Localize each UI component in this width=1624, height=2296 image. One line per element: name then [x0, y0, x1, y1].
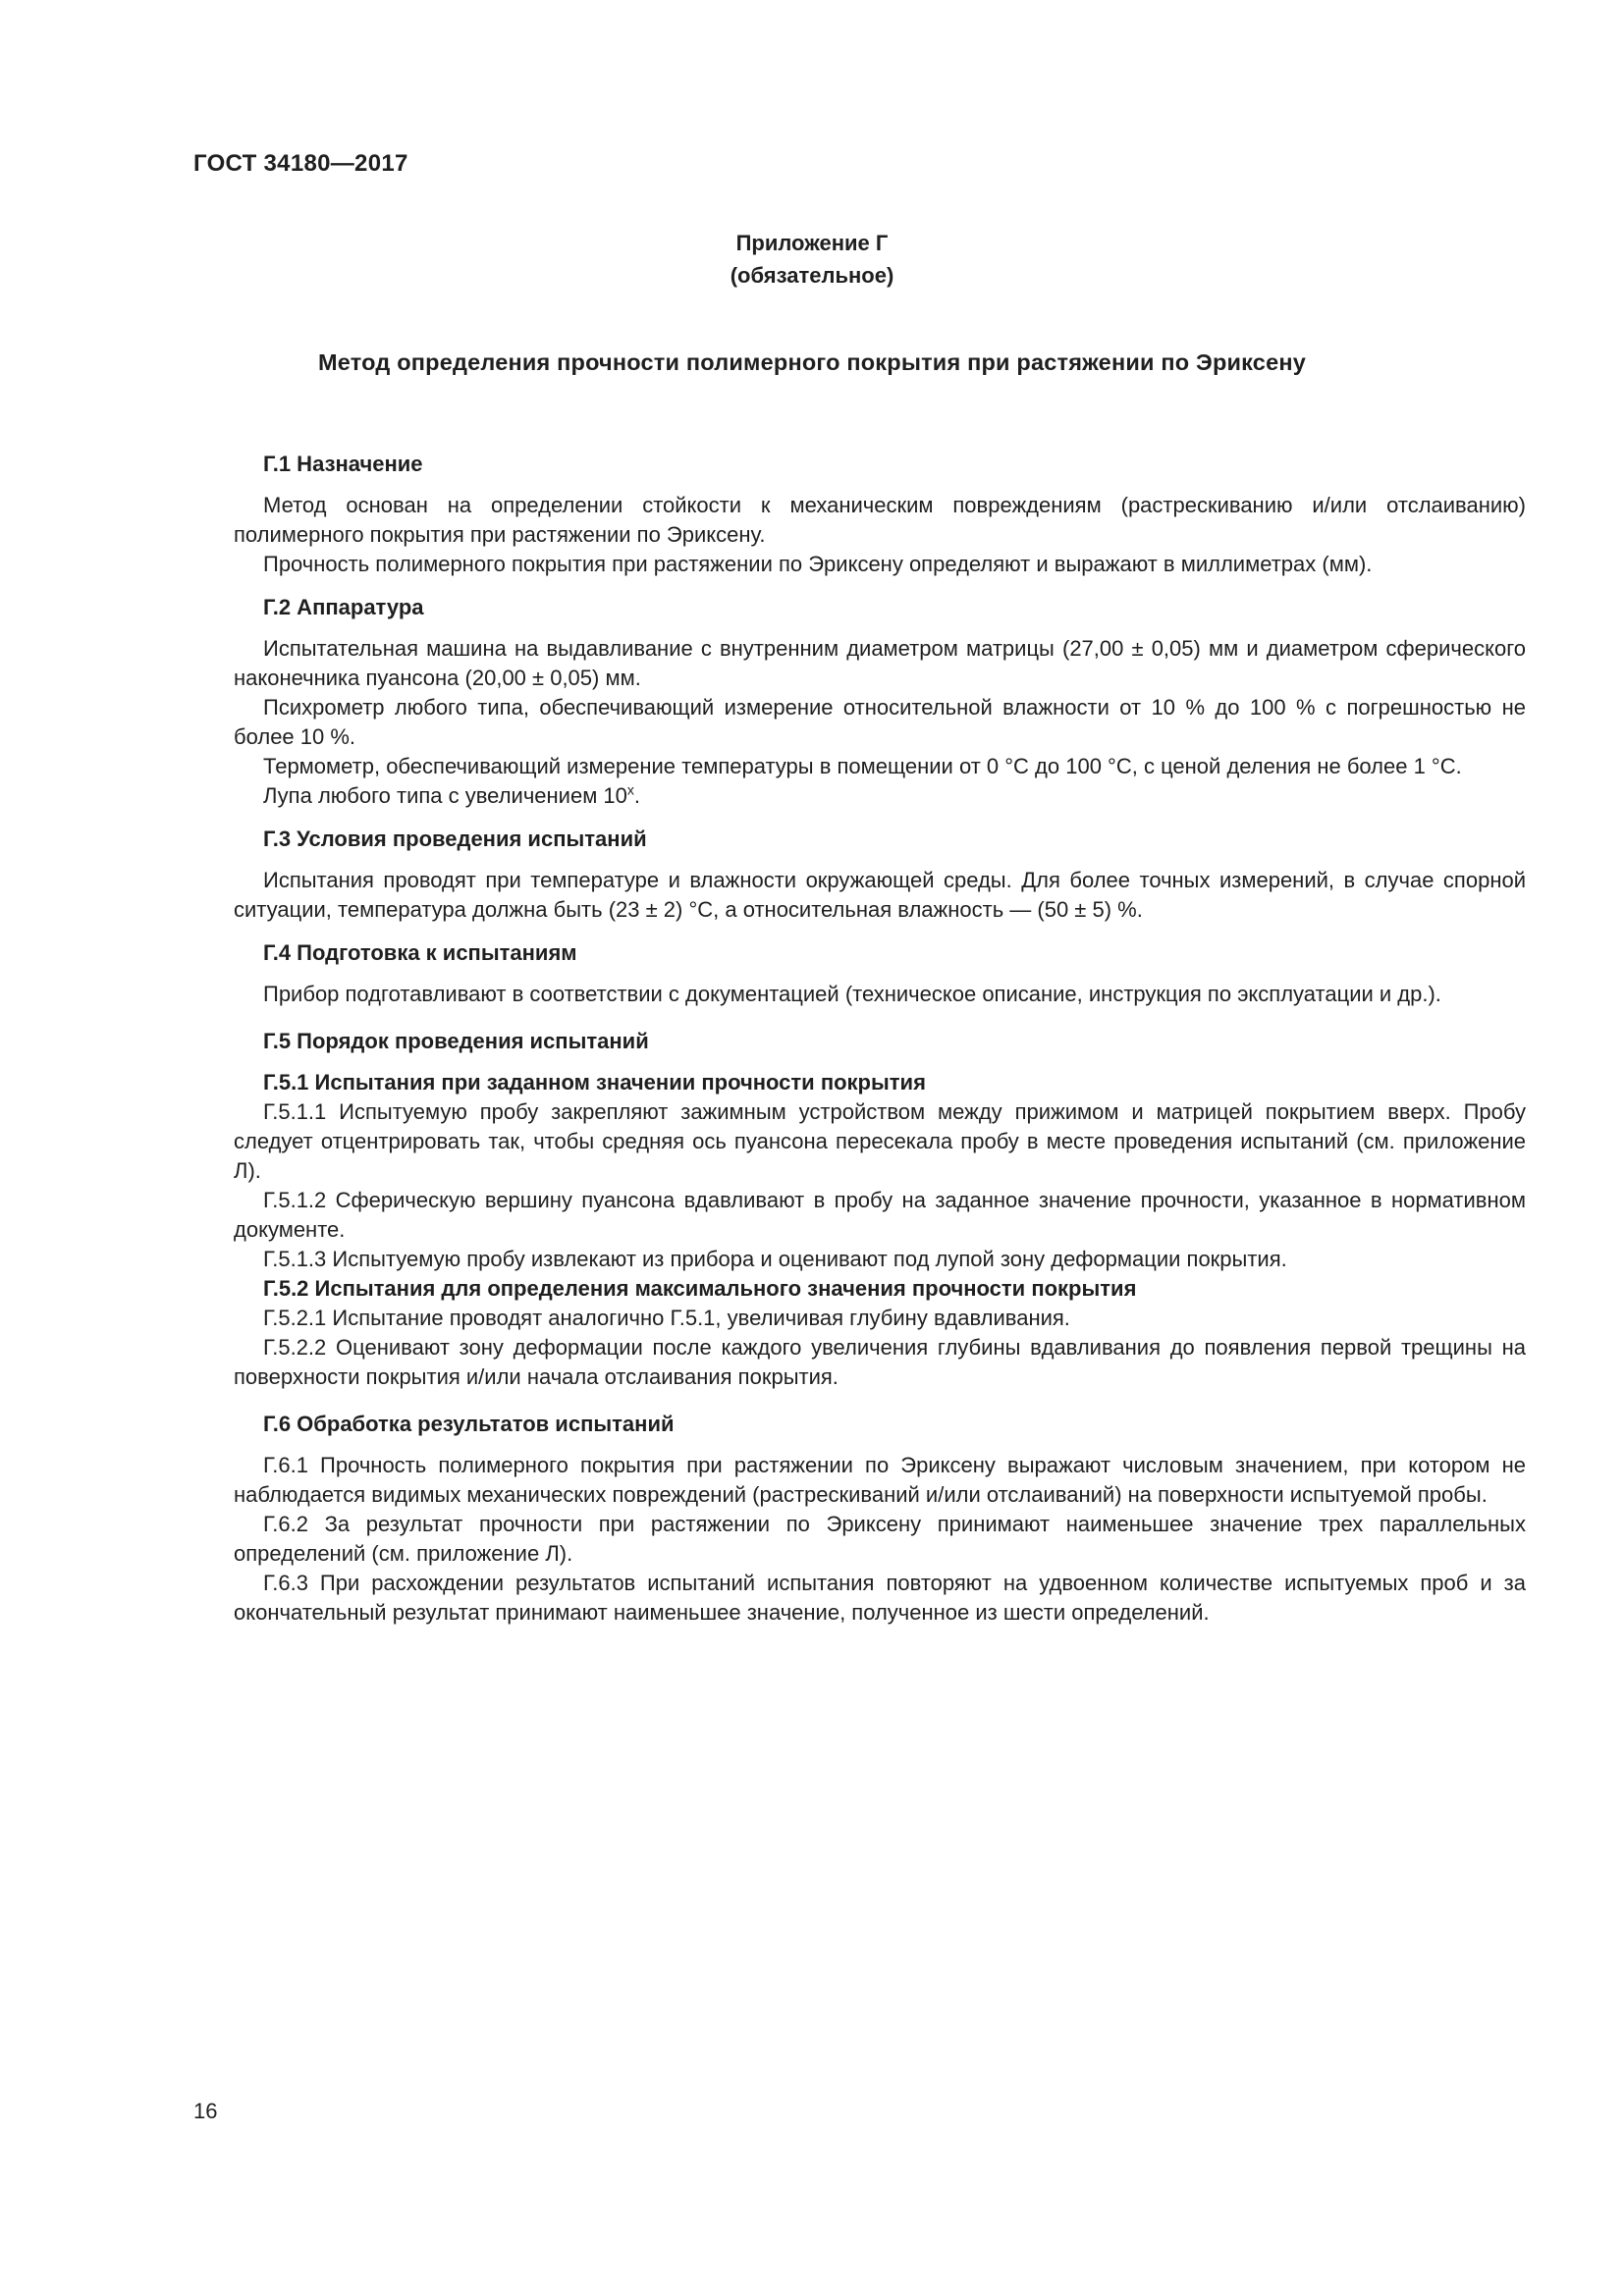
paragraph-g3-1: Испытания проводят при температуре и влажности окружающей среды. Для более точных измерений, в случае спорной ситуации, температура должна быть (23 ± 2) °С, а относительная влажность — (50 ± 5) %.: [234, 868, 1526, 922]
magnification-superscript: х: [626, 781, 634, 798]
paragraph-g5-1-3: Г.5.1.3 Испытуемую пробу извлекают из прибора и оценивают под лупой зону деформации покрытия.: [263, 1247, 1287, 1271]
paragraph-g4-1: Прибор подготавливают в соответствии с документацией (техническое описание, инструкция по эксплуатации и др.).: [263, 982, 1441, 1006]
paragraph-g6-3: Г.6.3 При расхождении результатов испытаний испытания повторяют на удвоенном количестве испытуемых проб и за окончательный результат принимают наименьшее значение, полученное из шести определений.: [234, 1571, 1526, 1625]
magnifier-text: Лупа любого типа с увеличением 10: [263, 783, 627, 808]
paragraph-g2-1: Испытательная машина на выдавливание с внутренним диаметром матрицы (27,00 ± 0,05) мм и диаметром сферического наконечника пуансона (20,00 ± 0,05) мм.: [234, 636, 1526, 690]
section-heading-g3: Г.3 Условия проведения испытаний: [263, 827, 647, 851]
paragraph-g5-2-1: Г.5.2.1 Испытание проводят аналогично Г.5.1, увеличивая глубину вдавливания.: [263, 1306, 1070, 1330]
section-heading-g5: Г.5 Порядок проведения испытаний: [263, 1029, 649, 1053]
section-heading-g6: Г.6 Обработка результатов испытаний: [263, 1412, 675, 1436]
subsection-heading-g5-2: Г.5.2 Испытания для определения максимального значения прочности покрытия: [263, 1276, 1137, 1301]
paragraph-g6-1: Г.6.1 Прочность полимерного покрытия при растяжении по Эриксену выражают числовым значением, при котором не наблюдается видимых механических повреждений (растрескиваний и/или отслаиваний) на поверхности испытуемой пробы.: [234, 1453, 1526, 1507]
section-heading-g4: Г.4 Подготовка к испытаниям: [263, 940, 577, 965]
paragraph-g5-1-1: Г.5.1.1 Испытуемую пробу закрепляют зажимным устройством между прижимом и матрицей покрытием вверх. Пробу следует отцентрировать так, чтобы средняя ось пуансона пересекала пробу в месте проведения испытаний (см. приложение Л).: [234, 1099, 1526, 1183]
paragraph-g6-2: Г.6.2 За результат прочности при растяжении по Эриксену принимают наименьшее значение трех параллельных определений (см. приложение Л).: [234, 1512, 1526, 1566]
paragraph-g5-1-2: Г.5.1.2 Сферическую вершину пуансона вдавливают в пробу на заданное значение прочности, указанное в нормативном документе.: [234, 1188, 1526, 1242]
paragraph-g1-2: Прочность полимерного покрытия при растяжении по Эриксену определяют и выражают в миллиметрах (мм).: [263, 552, 1373, 576]
paragraph-g2-4: [234, 781, 1526, 811]
magnifier-text-end: .: [633, 783, 641, 808]
document-code: ГОСТ 34180—2017: [193, 150, 408, 177]
paragraph-g2-3: Термометр, обеспечивающий измерение температуры в помещении от 0 °С до 100 °С, с ценой деления не более 1 °С.: [263, 754, 1462, 778]
section-heading-g1: Г.1 Назначение: [263, 452, 423, 476]
section-heading-g2: Г.2 Аппаратура: [263, 595, 424, 619]
annex-heading: [0, 227, 1624, 292]
document-title: Метод определения прочности полимерного покрытия при растяжении по Эриксену: [317, 349, 1307, 375]
page-number: 16: [193, 2099, 218, 2123]
paragraph-g2-2: Психрометр любого типа, обеспечивающий измерение относительной влажности от 10 % до 100 % с погрешностью не более 10 %.: [234, 695, 1526, 749]
document-body: [234, 450, 1526, 1628]
paragraph-g5-2-2: Г.5.2.2 Оценивают зону деформации после каждого увеличения глубины вдавливания до появления первой трещины на поверхности покрытия и/или начала отслаивания покрытия.: [234, 1335, 1526, 1389]
annex-label: Приложение Г: [735, 231, 889, 255]
subsection-heading-g5-1: Г.5.1 Испытания при заданном значении прочности покрытия: [263, 1070, 926, 1095]
paragraph-g1-1: Метод основан на определении стойкости к механическим повреждениям (растрескиванию и/или отслаиванию) полимерного покрытия при растяжении по Эриксену.: [234, 493, 1526, 547]
annex-status: (обязательное): [730, 263, 894, 288]
